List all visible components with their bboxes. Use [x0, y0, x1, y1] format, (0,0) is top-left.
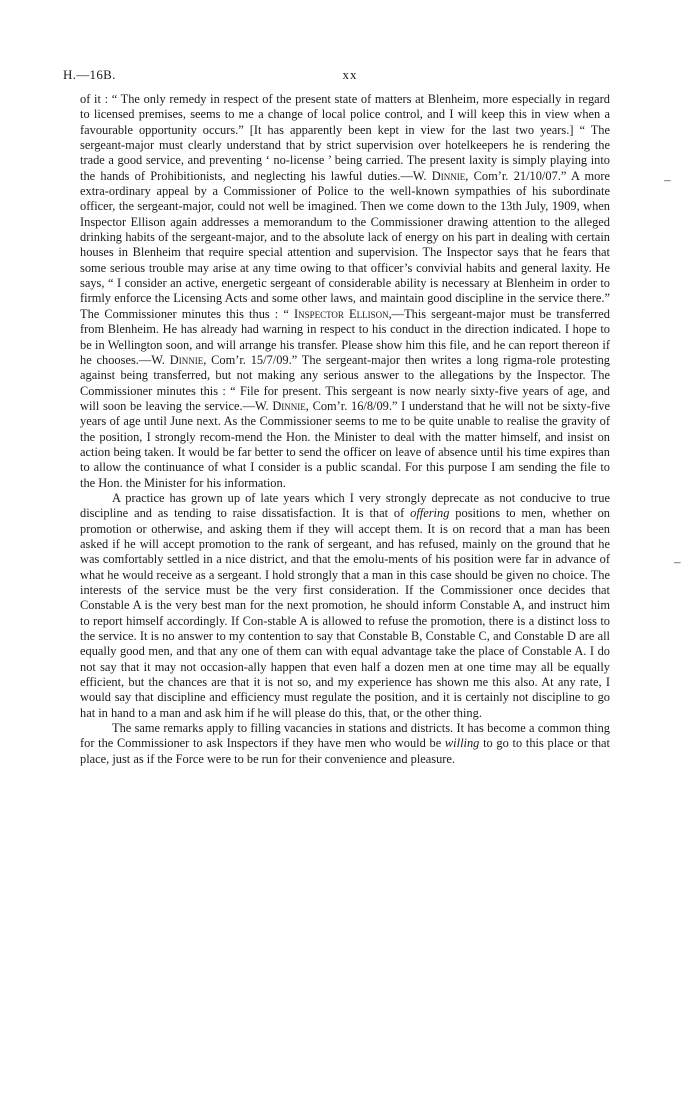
- name-small-caps: Dinnie: [431, 168, 466, 183]
- paragraph: [80, 491, 610, 721]
- name-small-caps: Dinnie: [169, 352, 204, 367]
- page-number: xx: [342, 67, 358, 82]
- text-run: The same remarks apply to filling vacancies in stations and districts. It has become a common thing for the Commissioner to ask Inspectors if they have men who would be: [80, 721, 610, 751]
- emphasis-italic: willing: [444, 736, 480, 751]
- margin-dash-mark: –: [664, 172, 671, 187]
- paragraph: [80, 92, 610, 491]
- paragraph: [80, 721, 610, 767]
- text-run: of it : “ The only remedy in respect of the present state of matters at Blenheim, more especially in regard to licensed premises, seems to me a change of local police control, and I will keep this in view when a favourable opportunity occurs.” [It has apparently been kept in view for the last two years.] “ The sergeant-major must clearly understand that by strict supervision over hotelkeepers he is rendering the trade a good service, and preventing ‘ no-license ’ being carried. The present laxity is simply playing into the hands of Prohibitionists, and neglecting his lawful duties.—W.: [80, 92, 610, 183]
- text-run: ,—This sergeant-major must be transferred from Blenheim. He has already had warning in respect to his conduct in the direction indicated. I hope to be in Wellington soon, and will arrange his transfer. Please show him this file, and he can report thereon if he chooses.—W.: [80, 306, 610, 367]
- text-run: , Com’r. 15/7/09.” The sergeant-major then writes a long rigma-role protesting against being transferred, but not making any serious answer to the allegations by the Inspector. The Commissioner minutes this : “ File for present. This sergeant is now nearly sixty-five years of age, and will soon be leaving the service.—W.: [80, 352, 610, 413]
- text-run: , Com’r. 21/10/07.” A more extra-ordinary appeal by a Commissioner of Police to the well-known sympathies of his subordinate officer, the sergeant-major, could not well be imagined. Then we come down to the 13th July, 1909, when Inspector Ellison again addresses a memorandum to the Commissioner drawing attention to the alleged drinking habits of the sergeant-major, and to the absolute lack of energy on his part in dealing with certain houses in Blenheim that require special attention and supervision. The Inspector says that he fears that some serious trouble may arise at any time owing to that officer’s convivial habits and general laxity. He says, “ I consider an active, energetic sergeant of considerable ability is necessary at Blenheim in order to firmly enforce the Licensing Acts and some other laws, and maintain good discipline in the service there.” The Commissioner minutes this thus : “: [80, 168, 610, 321]
- emphasis-italic: offering: [410, 506, 450, 521]
- text-run: , Com’r. 16/8/09.” I understand that he will not be sixty-five years of age until June next. As the Commissioner seems to me to be quite unable to realise the gravity of the position, I strongly recom-mend the Hon. the Minister to deal with the matter himself, and insist on action being taken. It would be far better to send the officer on leave of absence until his time expires than to allow the continuance of what I consider is a public scandal. For this purpose I am sending the file to the Hon. the Minister for his information.: [80, 398, 610, 490]
- body-text: [80, 92, 610, 767]
- name-small-caps: Inspector Ellison: [293, 306, 389, 321]
- text-run: positions to men, whether on promotion or otherwise, and asking them if they will accept them. It is on record that a man has been asked if he will accept promotion to the rank of sergeant, and has refused, mainly on the ground that he was comfortably settled in a nice district, and that the emolu-ments of his position were far in advance of what he would receive as a sergeant. I hold strongly that a man in this case should be given no choice. The interests of the service must be the very first consideration. If the Commissioner once decides that Constable A is the very best man for the next promotion, he should inform Constable A, and instruct him to report himself accordingly. If Con-stable A is allowed to refuse the promotion, there is a distinct loss to the service. It is no answer to my contention to say that Constable B, Constable C, and Constable D are all equally good men, and that any one of them can with equal advantage take the place of Constable A. I do not say that it may not occasion-ally happen that even half a dozen men at one time may all be equally efficient, but the chances are that it is not so, and my experience has shown me this also. At any rate, I would say that discipline and efficiency must regulate the position, and it is certainly not discipline to go hat in hand to a man and ask him if he will please do this, that, or the other thing.: [80, 506, 610, 720]
- margin-dash-mark: –: [674, 554, 681, 569]
- text-run: to go to this place or that place, just as if the Force were to be run for their convenience and pleasure.: [80, 736, 610, 766]
- name-small-caps: Dinnie: [272, 398, 306, 413]
- paper-reference: H.—16B.: [63, 67, 116, 82]
- text-run: A practice has grown up of late years which I very strongly deprecate as not conducive to true discipline and as tending to raise dissatisfaction. It is that of: [80, 490, 610, 521]
